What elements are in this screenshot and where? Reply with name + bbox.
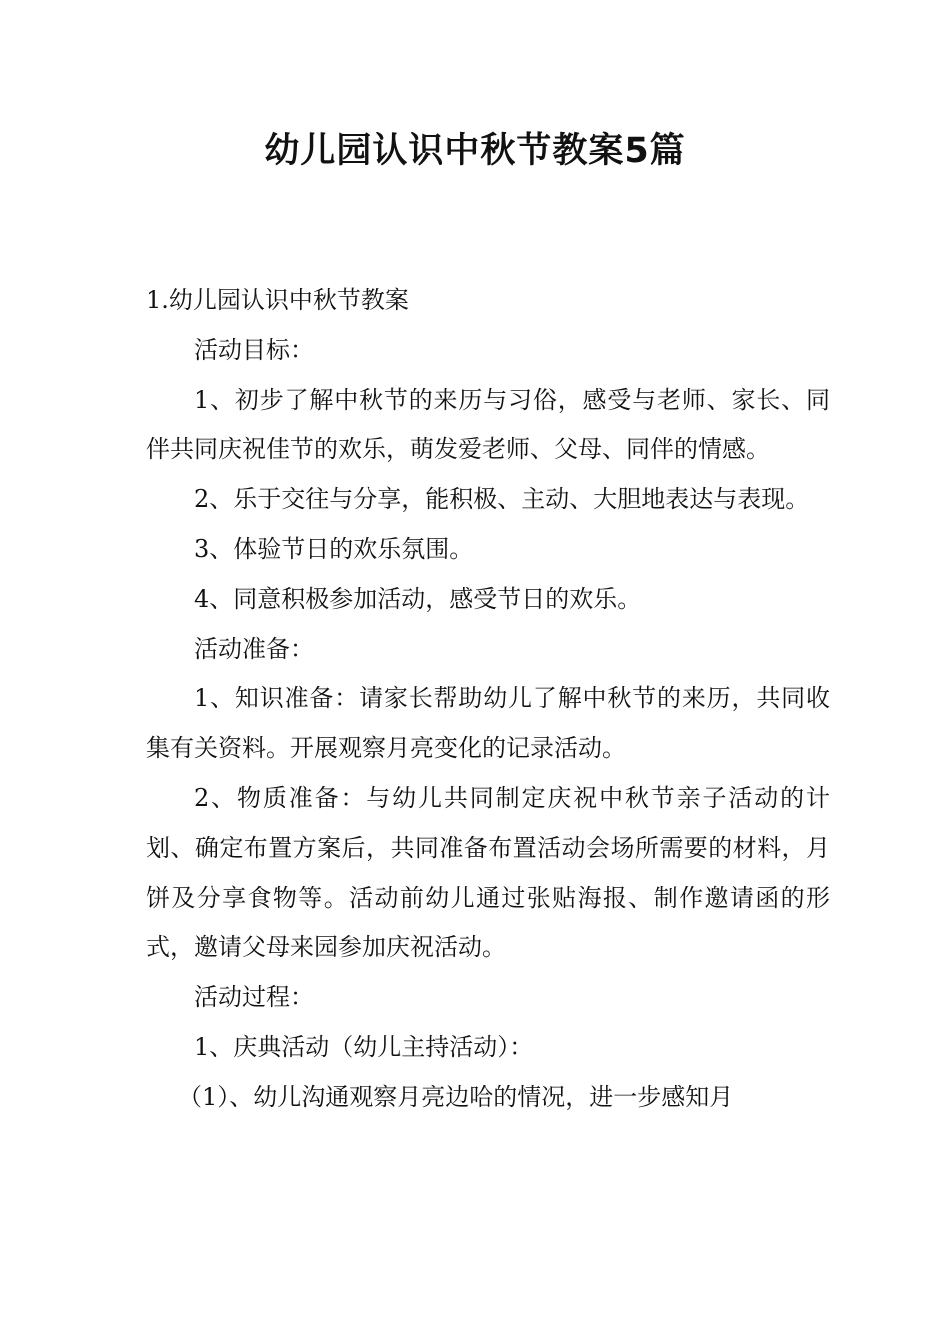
document-body xyxy=(146,276,830,1123)
document-title: 幼儿园认识中秋节教案5篇 xyxy=(264,131,686,171)
paragraph: 4、同意积极参加活动，感受节日的欢乐。 xyxy=(194,584,642,613)
paragraph: 2、乐于交往与分享，能积极、主动、大胆地表达与表现。 xyxy=(194,485,810,514)
paragraph: 3、体验节日的欢乐氛围。 xyxy=(194,534,474,563)
paragraph: 活动过程： xyxy=(194,983,314,1012)
paragraph: 1、庆典活动（幼儿主持活动）： xyxy=(194,1032,534,1061)
section-heading: 1.幼儿园认识中秋节教案 xyxy=(146,286,409,314)
paragraph: 1、知识准备：请家长帮助幼儿了解中秋节的来历，共同收集有关资料。开展观察月亮变化的记录活动。 xyxy=(146,684,830,763)
paragraph: 1、初步了解中秋节的来历与习俗，感受与老师、家长、同伴共同庆祝佳节的欢乐，萌发爱老师、父母、同伴的情感。 xyxy=(146,385,830,464)
paragraph: 活动准备： xyxy=(194,634,314,663)
paragraph: （1）、幼儿沟通观察月亮边哈的情况，进一步感知月 xyxy=(178,1082,734,1111)
paragraph: 活动目标： xyxy=(194,335,314,364)
paragraph: 2、物质准备：与幼儿共同制定庆祝中秋节亲子活动的计划、确定布置方案后，共同准备布置活动会场所需要的材料，月饼及分享食物等。活动前幼儿通过张贴海报、制作邀请函的形式，邀请父母来园参加庆祝活动。 xyxy=(146,783,830,962)
